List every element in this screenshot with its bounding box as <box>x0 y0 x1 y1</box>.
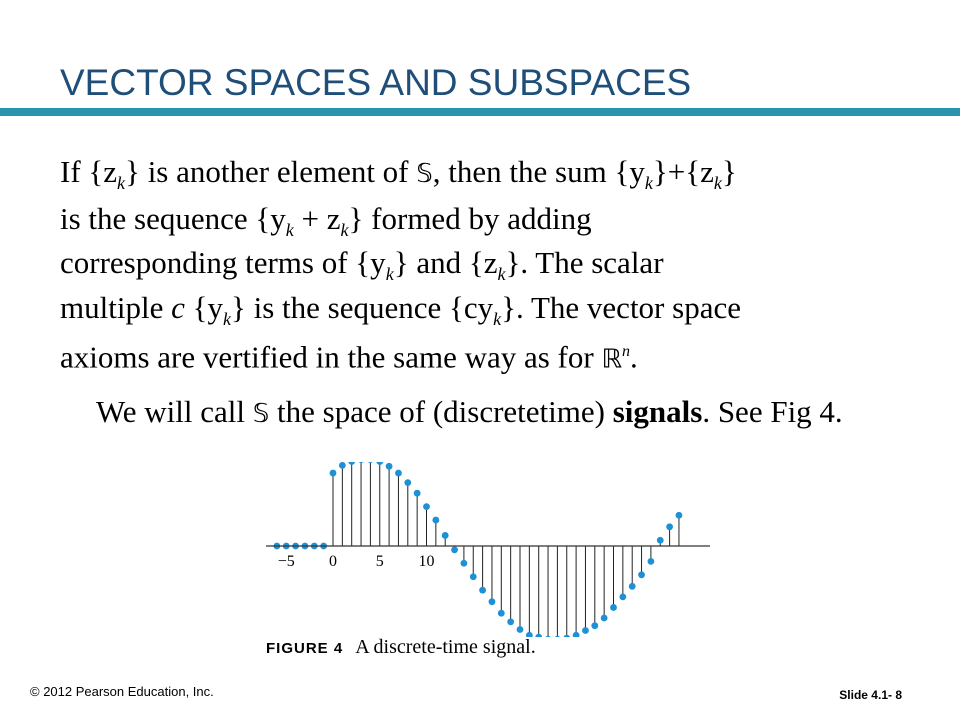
math-run: {y <box>614 154 645 189</box>
text-run: }. The vector space <box>501 289 741 325</box>
data-point <box>470 573 477 580</box>
subscript: k <box>117 173 126 194</box>
data-point <box>629 583 636 590</box>
data-point <box>676 512 683 519</box>
data-point <box>489 598 496 605</box>
data-point <box>498 610 505 617</box>
data-point <box>432 517 439 524</box>
data-point <box>404 479 411 486</box>
figure-caption-text: A discrete-time signal. <box>355 636 536 658</box>
x-tick-label: 10 <box>418 553 435 570</box>
x-tick-label: −5 <box>277 553 295 570</box>
data-point <box>348 462 355 465</box>
data-point <box>601 615 608 622</box>
subscript: k <box>340 219 349 240</box>
data-point <box>367 462 374 463</box>
copyright-notice: © 2012 Pearson Education, Inc. <box>30 684 214 699</box>
subscript: k <box>285 219 294 240</box>
data-point <box>395 470 402 477</box>
data-point <box>461 560 468 567</box>
data-point <box>657 537 664 544</box>
subscript: k <box>222 308 231 329</box>
data-point <box>517 626 524 633</box>
data-point <box>554 636 561 637</box>
text-run: We will call <box>96 394 253 429</box>
bullet-paragraph <box>60 390 920 437</box>
body-line-2 <box>60 197 920 242</box>
math-run: {z <box>468 245 498 280</box>
data-point <box>648 558 655 565</box>
x-tick-label: 0 <box>329 553 337 570</box>
text-run: the space of (discretetime) <box>269 394 613 429</box>
data-point <box>423 503 430 510</box>
body-line-3 <box>60 241 920 286</box>
data-point <box>414 490 421 497</box>
text-run: } is the sequence <box>230 289 450 325</box>
bold-term: signals <box>612 394 703 429</box>
slide-number: Slide 4.1- 8 <box>839 688 902 702</box>
data-point <box>386 463 393 470</box>
data-point <box>330 470 337 477</box>
math-run: {y <box>255 200 286 236</box>
math-run: c <box>171 289 185 325</box>
x-tick-label: 5 <box>375 553 384 570</box>
body-line-4 <box>60 286 920 331</box>
text-run: . <box>630 339 638 375</box>
superscript: n <box>622 343 631 360</box>
body-line-1 <box>60 150 920 197</box>
stem-plot <box>258 462 718 637</box>
data-point <box>339 462 346 469</box>
data-point <box>619 593 626 600</box>
data-point <box>610 604 617 611</box>
text-run: } and <box>393 245 469 280</box>
figure-caption <box>266 636 536 659</box>
slide-title: VECTOR SPACES AND SUBSPACES <box>60 62 692 103</box>
text-run: If <box>60 154 89 189</box>
text-run: multiple <box>60 289 172 325</box>
math-run: }+{z <box>652 154 714 189</box>
set-R-symbol: ℝ <box>601 344 623 375</box>
set-S-symbol: 𝕊 <box>416 159 433 189</box>
body-line-5 <box>60 330 920 382</box>
data-point <box>507 618 514 625</box>
set-S-symbol: 𝕊 <box>252 399 270 429</box>
data-point <box>545 636 552 637</box>
text-run: } formed by adding <box>348 200 592 236</box>
subscript: k <box>385 264 394 285</box>
text-run: is the sequence <box>60 200 256 236</box>
data-point <box>563 635 570 637</box>
text-run: . See Fig 4. <box>702 394 843 429</box>
subscript: k <box>644 173 653 194</box>
text-run: , then the sum <box>432 154 615 189</box>
discrete-signal-figure <box>258 462 718 662</box>
math-run: } <box>125 154 140 189</box>
data-point <box>638 571 645 578</box>
subscript: k <box>497 264 506 285</box>
data-point <box>479 587 486 594</box>
math-run: + z <box>293 200 341 236</box>
text-run: is another element of <box>139 154 417 189</box>
subscript: k <box>493 308 502 329</box>
math-run: {z <box>88 154 118 189</box>
title-underline-bar <box>0 108 960 116</box>
data-point <box>591 622 598 629</box>
math-run: {y <box>355 245 386 280</box>
math-run: {y <box>184 289 223 325</box>
data-point <box>582 627 589 634</box>
text-run: axioms are vertified in the same way as for <box>60 339 602 375</box>
text-run: corresponding terms of <box>60 245 356 280</box>
data-point <box>442 532 449 539</box>
math-run: {cy <box>449 289 494 325</box>
data-point <box>358 462 365 463</box>
data-point <box>573 632 580 637</box>
subscript: k <box>713 173 722 194</box>
text-run: }. The scalar <box>505 245 664 280</box>
math-run: } <box>721 154 737 189</box>
data-point <box>666 523 673 530</box>
data-point <box>376 462 383 465</box>
data-point <box>535 634 542 637</box>
body-paragraph <box>60 150 920 382</box>
data-point <box>451 546 458 553</box>
figure-label: FIGURE 4 <box>266 640 344 657</box>
